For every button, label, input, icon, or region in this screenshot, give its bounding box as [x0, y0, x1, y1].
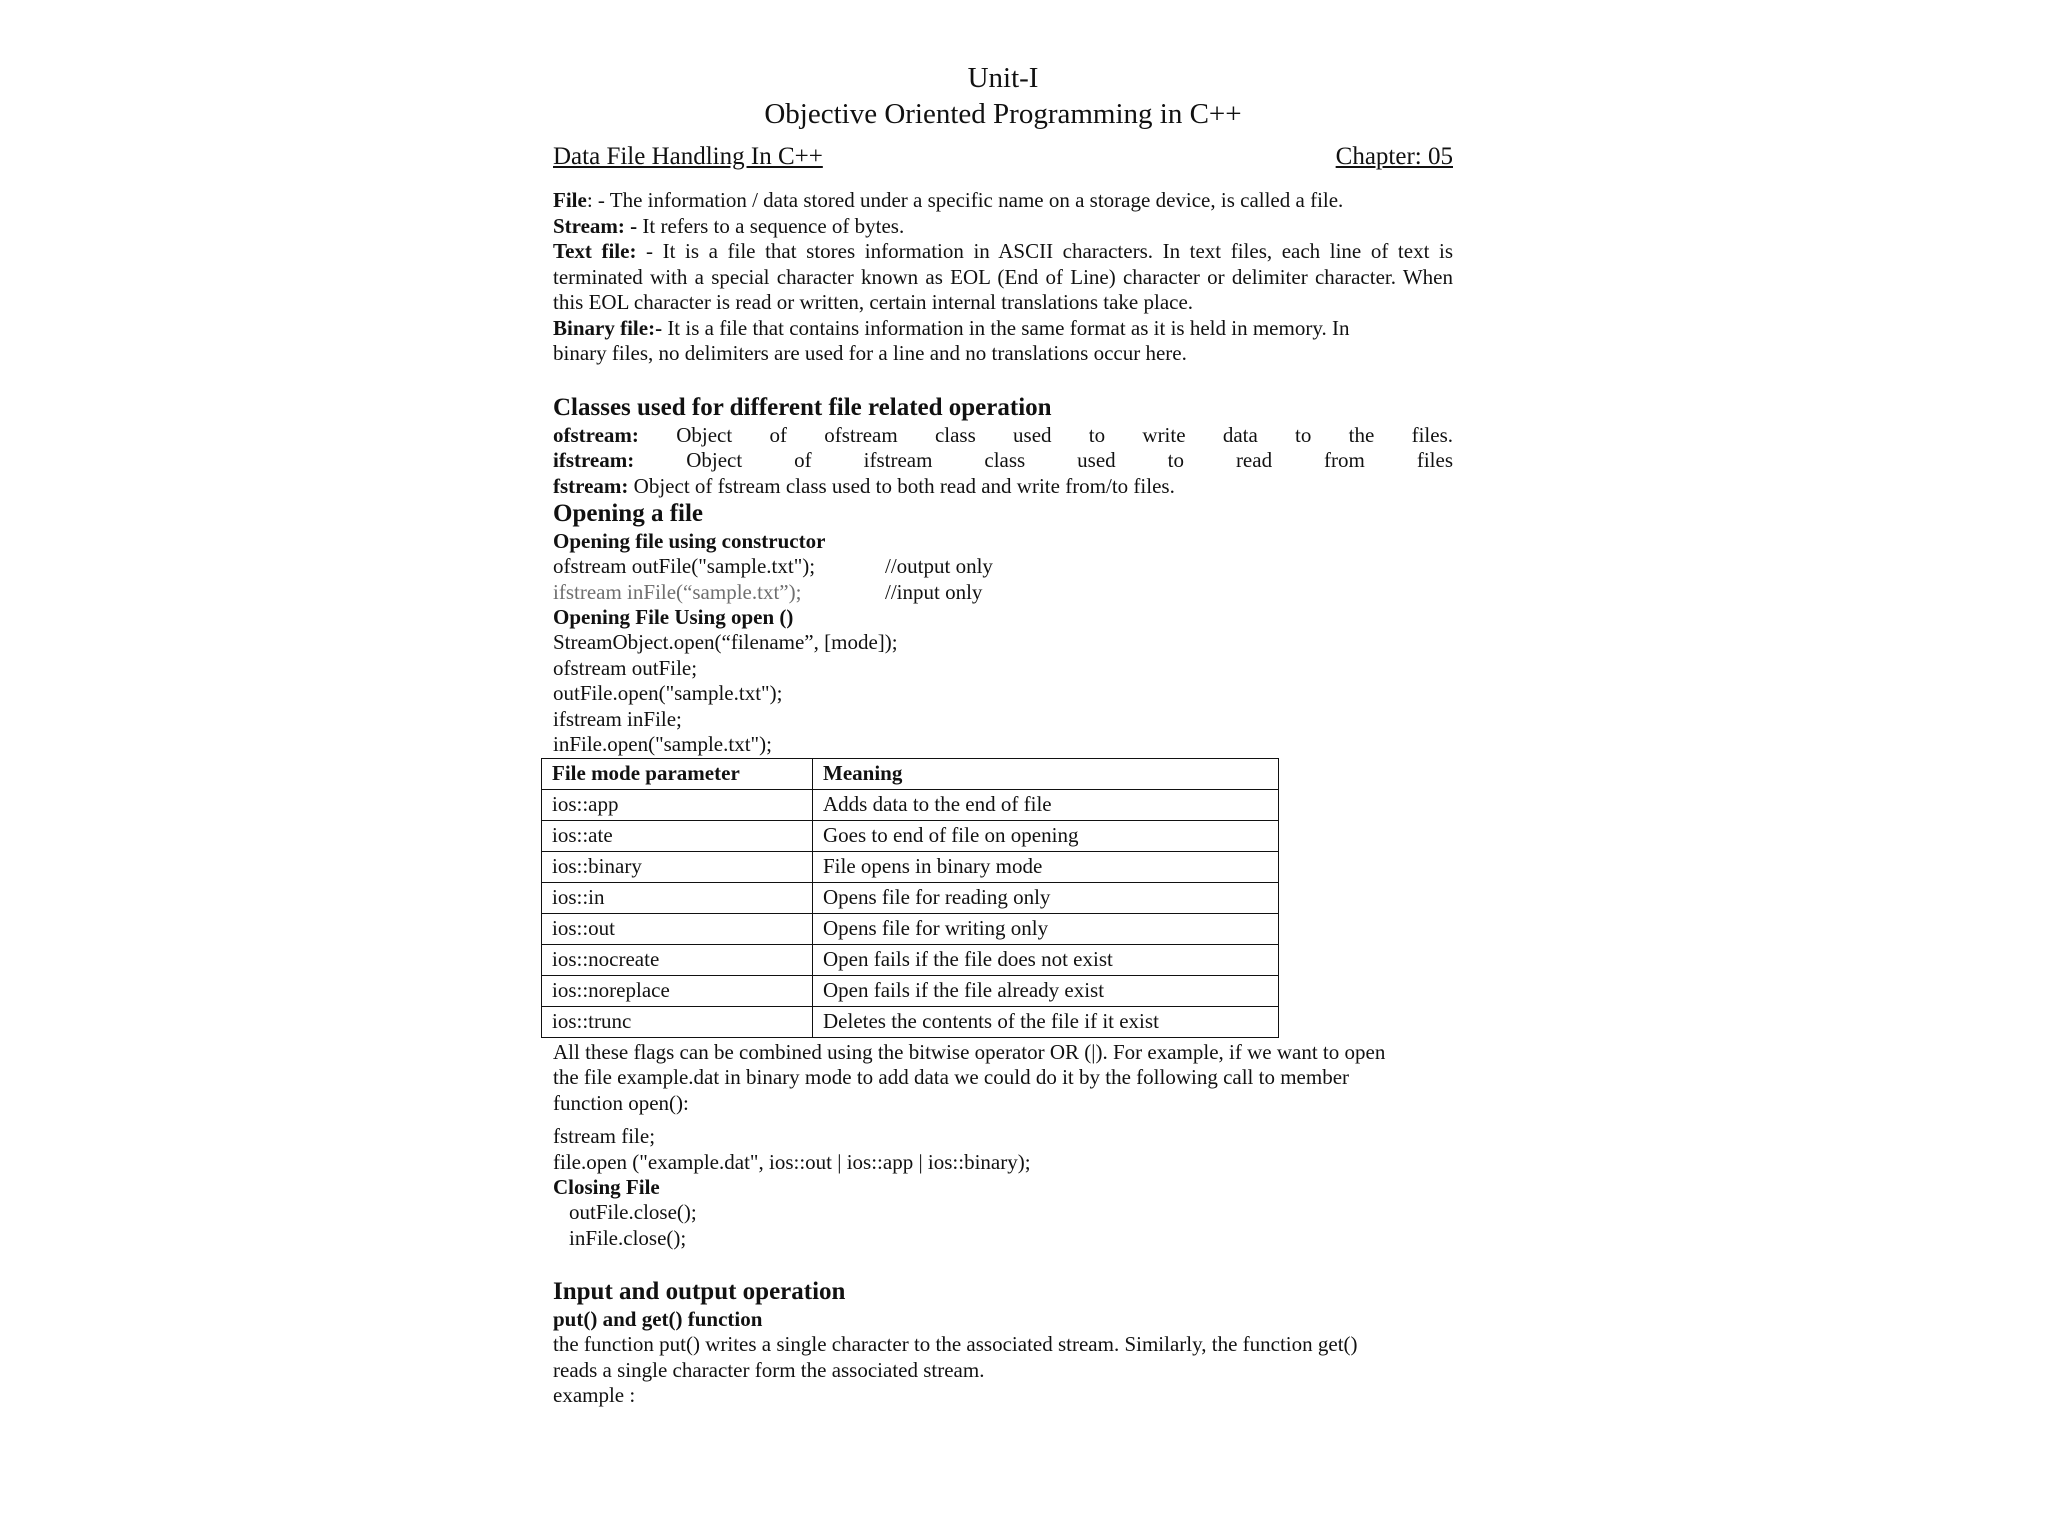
table-row	[542, 944, 1279, 975]
io-heading: Input and output operation	[553, 1278, 846, 1305]
file-mode-table	[541, 758, 1279, 1038]
table-cell: Adds data to the end of file	[813, 789, 1279, 820]
fstream-label: fstream:	[553, 473, 629, 498]
open-heading: Opening File Using open ()	[553, 605, 794, 629]
document-page	[553, 60, 1453, 1409]
table-cell: Open fails if the file already exist	[813, 975, 1279, 1006]
table-cell: Deletes the contents of the file if it exist	[813, 1006, 1279, 1037]
ofstream-text: Object of ofstream class used to write data to the files.	[638, 422, 1453, 447]
io-line-3: example :	[553, 1383, 636, 1407]
open-line-5: inFile.open("sample.txt");	[553, 732, 772, 756]
file-text: : - The information / data stored under a specific name on a storage device, is called a file.	[586, 188, 1344, 212]
flags-code-1: fstream file;	[553, 1124, 656, 1148]
open-syntax: StreamObject.open(“filename”, [mode]);	[553, 630, 898, 654]
table-header-row	[542, 758, 1279, 789]
table-row	[542, 882, 1279, 913]
table-row	[542, 913, 1279, 944]
stream-text: It refers to a sequence of bytes.	[637, 213, 905, 238]
table-header-cell: Meaning	[813, 758, 1279, 789]
table-row	[542, 851, 1279, 882]
table-header-cell: File mode parameter	[542, 758, 813, 789]
table-cell: ios::out	[542, 913, 813, 944]
ctor-out-comment: //output only	[885, 554, 993, 578]
open-line-2: ofstream outFile;	[553, 655, 698, 680]
ifstream-line	[553, 448, 1453, 474]
table-cell: ios::trunc	[542, 1006, 813, 1037]
table-cell: ios::binary	[542, 851, 813, 882]
flags-line-1: All these flags can be combined using the bitwise operator OR (|). For example, if we want to open	[553, 1039, 1386, 1064]
table-row	[542, 820, 1279, 851]
table-cell: ios::ate	[542, 820, 813, 851]
table-row	[542, 975, 1279, 1006]
io-line-1: the function put() writes a single character to the associated stream. Similarly, the function get()	[553, 1332, 1358, 1356]
text-file-text: - It is a file that stores information in ASCII characters. In text files, each line of text is terminated with a special character known as EOL (End of Line) character or delimiter character. When this EOL character is read or written, certain internal translations take place.	[553, 239, 1453, 314]
text-file-definition	[553, 239, 1453, 316]
file-definition	[553, 188, 1453, 214]
table-cell: ios::app	[542, 789, 813, 820]
topic-header-row	[553, 142, 1453, 172]
ifstream-label: ifstream:	[553, 448, 635, 472]
fstream-line	[553, 474, 1453, 500]
ifstream-text: Object of ifstream class used to read from files	[634, 448, 1453, 472]
table-cell: ios::in	[542, 882, 813, 913]
topic-title: Data File Handling In C++	[553, 143, 823, 170]
io-line-2: reads a single character form the associated stream.	[553, 1357, 985, 1382]
binary-file-definition	[553, 316, 1453, 367]
ofstream-label: ofstream:	[553, 422, 639, 447]
flags-line-2: the file example.dat in binary mode to add data we could do it by the following call to member	[553, 1065, 1350, 1089]
table-cell: Goes to end of file on opening	[813, 820, 1279, 851]
binary-file-text-2: binary files, no delimiters are used for a line and no translations occur here.	[553, 341, 1187, 365]
binary-file-label: Binary file:-	[553, 315, 663, 340]
table-cell: Opens file for writing only	[813, 913, 1279, 944]
closing-heading: Closing File	[553, 1175, 660, 1199]
flags-code-2: file.open ("example.dat", ios::out | ios::app | ios::binary);	[553, 1149, 1031, 1174]
ctor-in-comment: //input only	[885, 579, 983, 604]
table-cell: Opens file for reading only	[813, 882, 1279, 913]
io-subheading: put() and get() function	[553, 1307, 763, 1331]
table-cell: ios::noreplace	[542, 975, 813, 1006]
fstream-text: Object of fstream class used to both read and write from/to files.	[628, 473, 1175, 498]
constructor-code	[553, 554, 1453, 605]
table-cell: ios::nocreate	[542, 944, 813, 975]
binary-file-text-1: It is a file that contains information in the same format as it is held in memory. In	[662, 315, 1350, 340]
table-cell: Open fails if the file does not exist	[813, 944, 1279, 975]
flags-line-3: function open():	[553, 1090, 689, 1115]
chapter-label: Chapter: 05	[1335, 143, 1453, 170]
ctor-in-code: ifstream inFile(“sample.txt”);	[553, 579, 802, 604]
ctor-out-code: ofstream outFile("sample.txt");	[553, 554, 816, 578]
closing-code-2: inFile.close();	[569, 1225, 687, 1250]
text-file-label: Text file:	[553, 239, 637, 263]
table-cell: File opens in binary mode	[813, 851, 1279, 882]
open-line-4: ifstream inFile;	[553, 706, 682, 731]
course-title: Objective Oriented Programming in C++	[764, 98, 1242, 130]
classes-heading: Classes used for different file related operation	[553, 393, 1052, 421]
table-row	[542, 1006, 1279, 1037]
closing-code-1: outFile.close();	[569, 1200, 697, 1224]
file-label: File	[553, 188, 587, 212]
io-paragraph	[553, 1332, 1453, 1409]
stream-definition	[553, 214, 1453, 240]
ofstream-line	[553, 423, 1453, 449]
unit-title: Unit-I	[967, 62, 1039, 94]
open-line-3: outFile.open("sample.txt");	[553, 681, 783, 705]
stream-label: Stream: -	[553, 213, 638, 238]
opening-heading: Opening a file	[553, 500, 704, 527]
table-row	[542, 789, 1279, 820]
flags-paragraph	[553, 1040, 1453, 1117]
constructor-heading: Opening file using constructor	[553, 529, 826, 553]
